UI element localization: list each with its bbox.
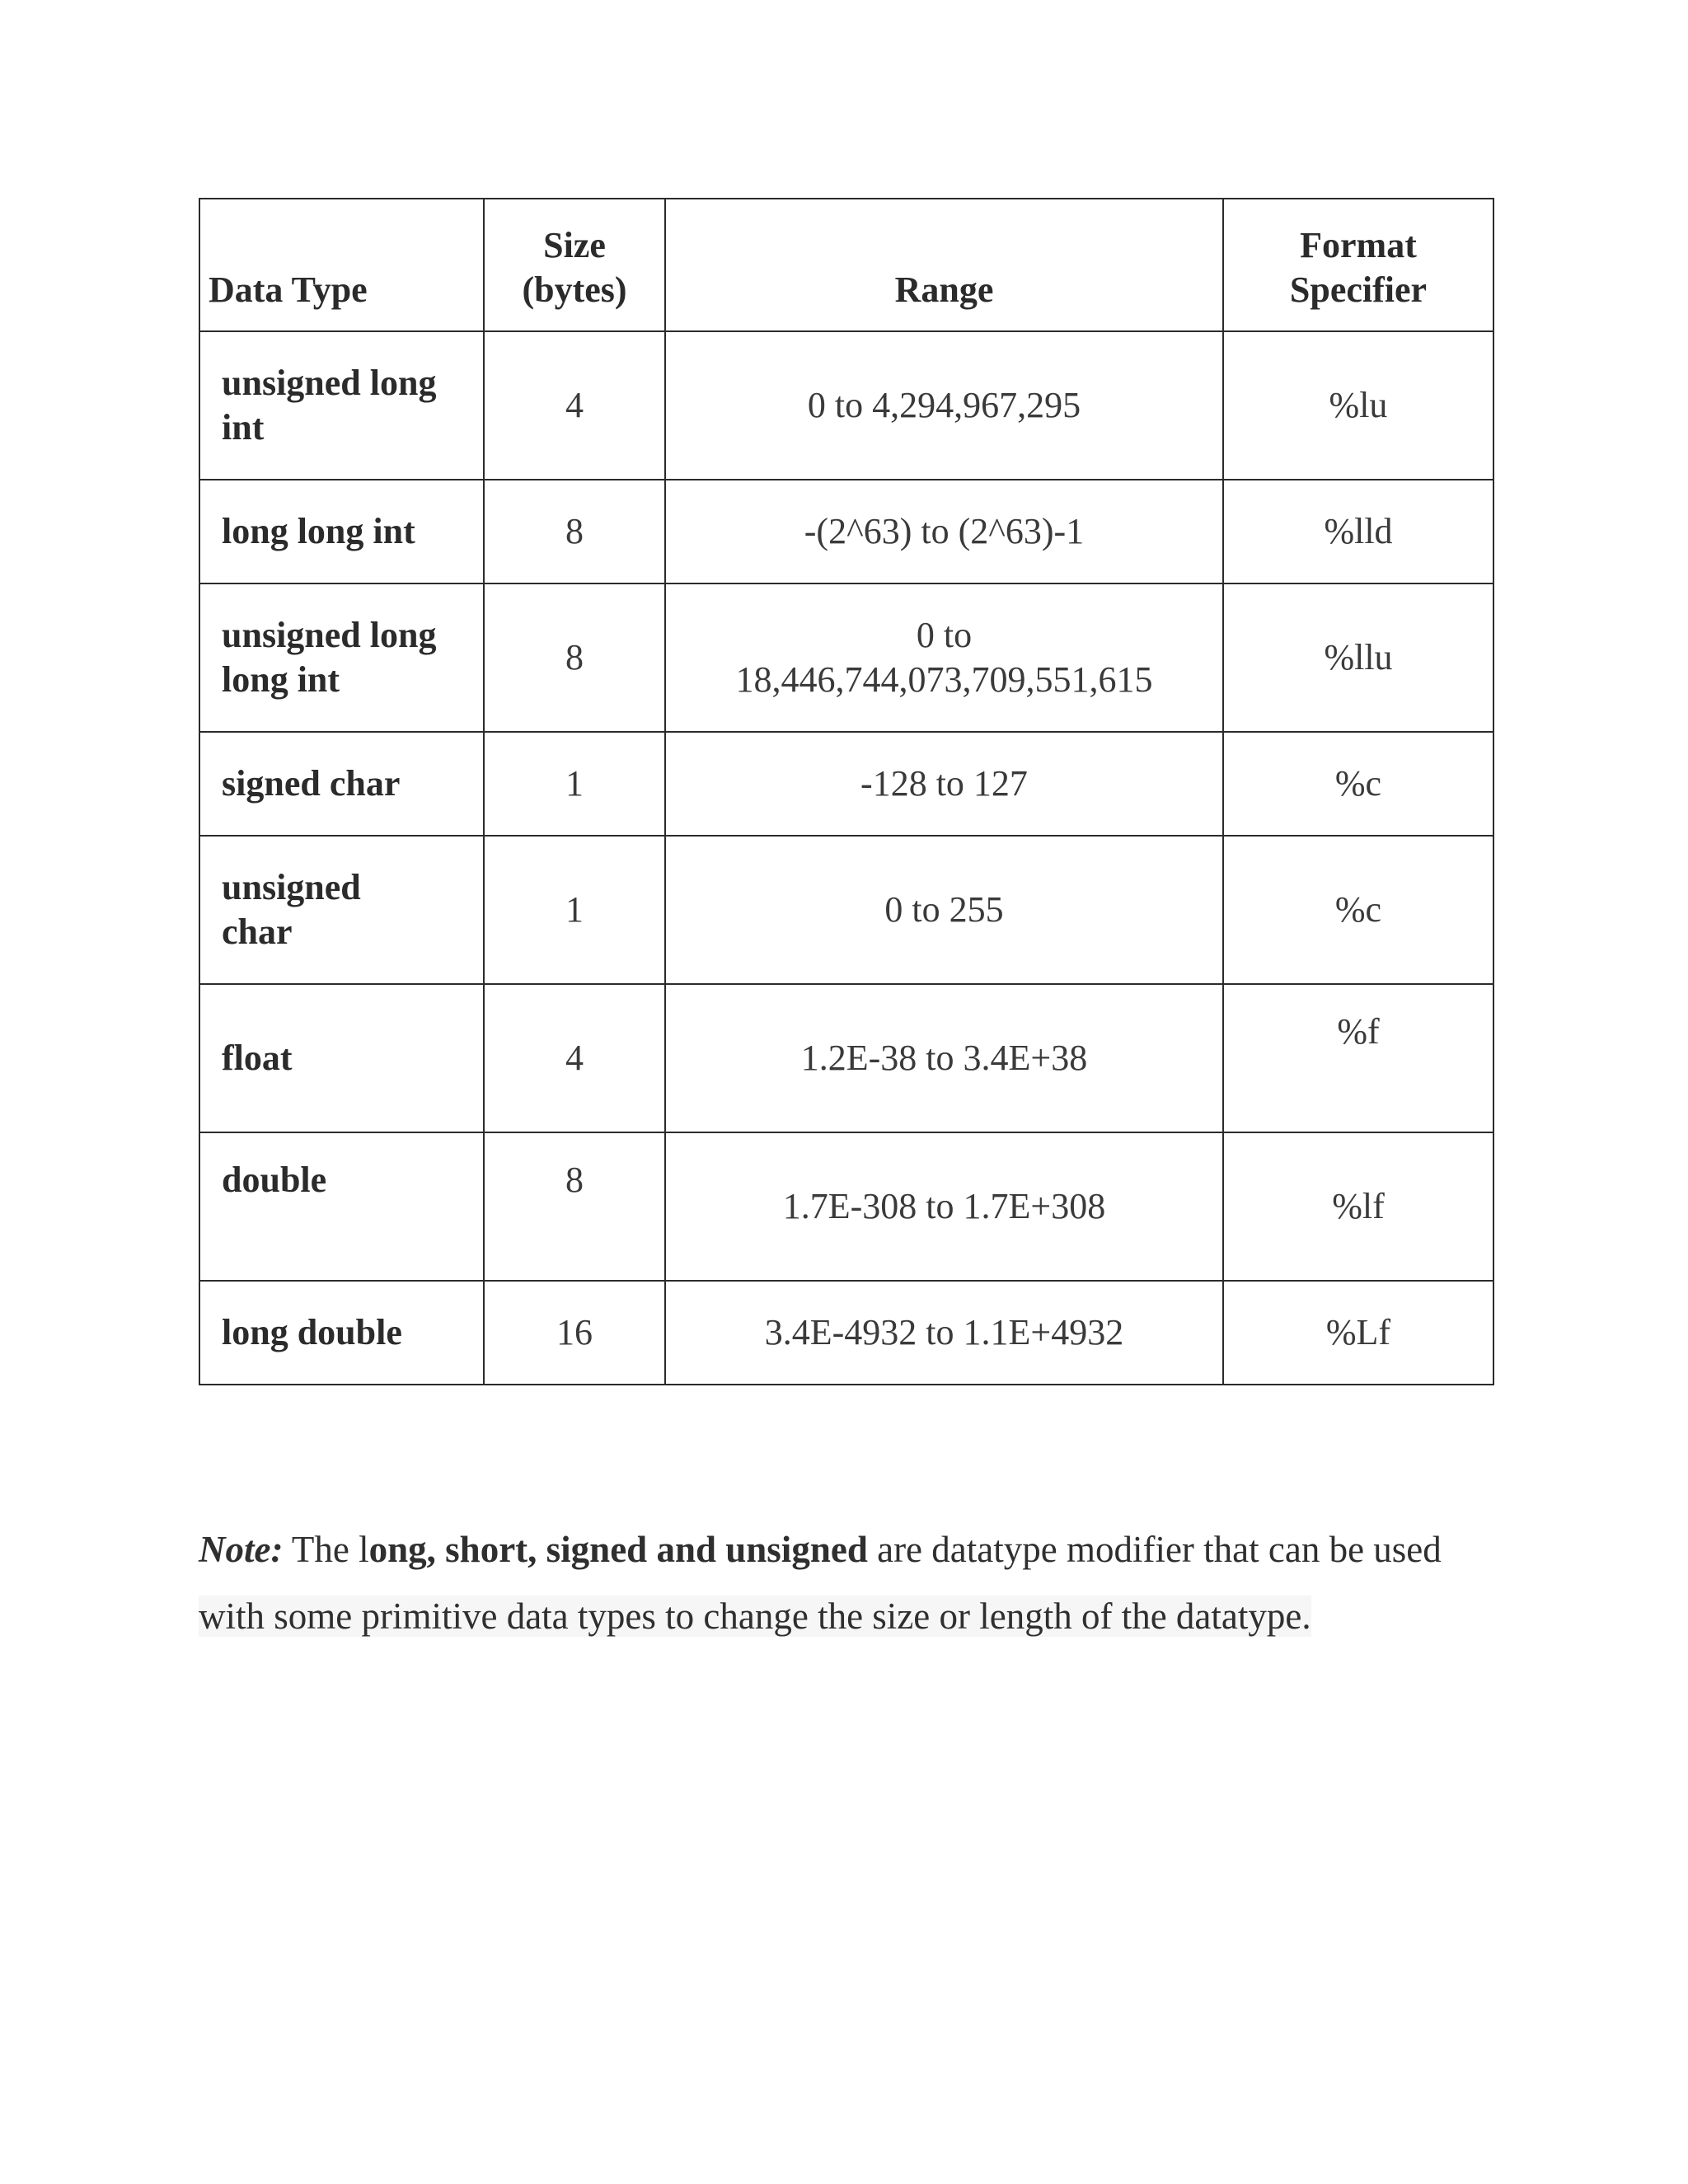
cell-range: 1.2E-38 to 3.4E+38: [665, 984, 1223, 1132]
cell-data-type: unsigned long int: [199, 331, 484, 480]
cell-size: 4: [484, 984, 665, 1132]
datatype-table: [199, 198, 1494, 1385]
table-row: [199, 984, 1493, 1132]
note-label: Note:: [199, 1529, 284, 1570]
note-text-before: The l: [283, 1529, 369, 1570]
header-data-type: Data Type: [199, 199, 484, 331]
cell-format: %c: [1223, 836, 1493, 984]
table-row: [199, 583, 1493, 732]
cell-data-type: signed char: [199, 732, 484, 836]
cell-size: 16: [484, 1281, 665, 1385]
cell-range: 0 to 18,446,744,073,709,551,615: [665, 583, 1223, 732]
cell-size: 8: [484, 480, 665, 583]
header-format-line1: Format: [1300, 225, 1417, 265]
note-paragraph: [199, 1516, 1509, 1650]
cell-data-type: unsigned char: [199, 836, 484, 984]
cell-format: %c: [1223, 732, 1493, 836]
table-row: [199, 331, 1493, 480]
header-range: Range: [665, 199, 1223, 331]
cell-size: 1: [484, 732, 665, 836]
cell-data-type: long double: [199, 1281, 484, 1385]
cell-format: %lu: [1223, 331, 1493, 480]
table-row: [199, 480, 1493, 583]
cell-range: -(2^63) to (2^63)-1: [665, 480, 1223, 583]
header-format-line2: Specifier: [1289, 269, 1428, 310]
header-size: [484, 199, 665, 331]
cell-data-type: long long int: [199, 480, 484, 583]
cell-format: %lf: [1223, 1132, 1493, 1281]
cell-format: %Lf: [1223, 1281, 1493, 1385]
cell-format: %lld: [1223, 480, 1493, 583]
table-row: [199, 1281, 1493, 1385]
note-bold-text: ong, short, signed and unsigned: [368, 1529, 868, 1570]
cell-range: 0 to 255: [665, 836, 1223, 984]
cell-size: 4: [484, 331, 665, 480]
cell-size: 8: [484, 1132, 665, 1281]
header-format: [1223, 199, 1493, 331]
note-text-after: are datatype modifier that can be used: [867, 1529, 1442, 1570]
cell-format: %llu: [1223, 583, 1493, 732]
cell-range: 1.7E-308 to 1.7E+308: [665, 1132, 1223, 1281]
cell-data-type: double: [199, 1132, 484, 1281]
cell-size: 1: [484, 836, 665, 984]
cell-size: 8: [484, 583, 665, 732]
cell-range: 0 to 4,294,967,295: [665, 331, 1223, 480]
note-line2: with some primitive data types to change the size or length of the datatype.: [199, 1596, 1311, 1637]
cell-format: %f: [1223, 984, 1493, 1132]
table-row: [199, 732, 1493, 836]
cell-range: 3.4E-4932 to 1.1E+4932: [665, 1281, 1223, 1385]
header-size-line1: Size: [543, 225, 606, 265]
table-header-row: [199, 199, 1493, 331]
cell-data-type: unsigned long long int: [199, 583, 484, 732]
table-row: [199, 836, 1493, 984]
cell-data-type: float: [199, 984, 484, 1132]
cell-range: -128 to 127: [665, 732, 1223, 836]
header-size-line2: (bytes): [522, 269, 627, 310]
table-row: [199, 1132, 1493, 1281]
